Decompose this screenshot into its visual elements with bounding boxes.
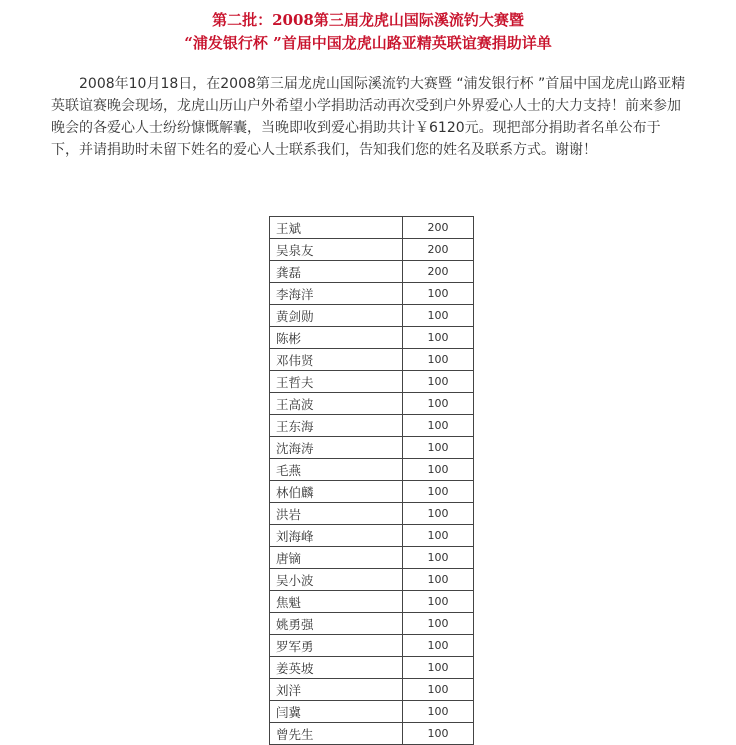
table-row: [270, 393, 474, 415]
table-row: [270, 569, 474, 591]
donation-amount: 200: [403, 239, 474, 261]
table-row: [270, 283, 474, 305]
table-row: [270, 679, 474, 701]
table-row: [270, 525, 474, 547]
donor-name: 刘洋: [270, 679, 403, 701]
donation-amount: 100: [403, 371, 474, 393]
donor-name: 姜英坡: [270, 657, 403, 679]
table-row: [270, 371, 474, 393]
donor-name: 闫冀: [270, 701, 403, 723]
donor-name: 焦魁: [270, 591, 403, 613]
donation-amount: 100: [403, 305, 474, 327]
donation-amount: 100: [403, 569, 474, 591]
donor-name: 黄剑勋: [270, 305, 403, 327]
donor-name: 姚勇强: [270, 613, 403, 635]
table-row: [270, 613, 474, 635]
donor-name: 吴泉友: [270, 239, 403, 261]
donor-name: 林伯麟: [270, 481, 403, 503]
donor-name: 龚磊: [270, 261, 403, 283]
donor-name: 陈彬: [270, 327, 403, 349]
donor-name: 罗军勇: [270, 635, 403, 657]
table-row: [270, 701, 474, 723]
donation-amount: 100: [403, 723, 474, 745]
table-row: [270, 657, 474, 679]
donation-amount: 100: [403, 327, 474, 349]
table-row: [270, 723, 474, 745]
table-row: [270, 261, 474, 283]
table-row: [270, 503, 474, 525]
donor-name: 沈海涛: [270, 437, 403, 459]
donation-amount: 100: [403, 591, 474, 613]
table-row: [270, 481, 474, 503]
donor-name: 王高波: [270, 393, 403, 415]
table-row: [270, 437, 474, 459]
donor-table: [269, 216, 474, 745]
donor-table-body: [270, 217, 474, 745]
page-title-line-1: 第二批：2008第三届龙虎山国际溪流钓大赛暨: [212, 11, 524, 29]
donation-amount: 100: [403, 503, 474, 525]
donation-amount: 100: [403, 613, 474, 635]
donor-name: 王东海: [270, 415, 403, 437]
donation-amount: 100: [403, 701, 474, 723]
donor-name: 邓伟贤: [270, 349, 403, 371]
donation-amount: 100: [403, 481, 474, 503]
donation-amount: 200: [403, 217, 474, 239]
donation-amount: 100: [403, 679, 474, 701]
donor-name: 吴小波: [270, 569, 403, 591]
donation-amount: 100: [403, 657, 474, 679]
table-row: [270, 415, 474, 437]
donation-amount: 100: [403, 283, 474, 305]
table-row: [270, 239, 474, 261]
donation-amount: 100: [403, 525, 474, 547]
table-row: [270, 635, 474, 657]
table-row: [270, 327, 474, 349]
table-row: [270, 305, 474, 327]
intro-text: 2008年10月18日，在2008第三届龙虎山国际溪流钓大赛暨 “浦发银行杯 ”首届中国龙虎山路亚精英联谊赛晚会现场，龙虎山历山户外希望小学捐助活动再次受到户外界爱心人士的大力支持！前来参加晚会的各爱心人士纷纷慷慨解囊，当晚即收到爱心捐助共计￥6120元。现把部分捐助者名单公布于下，并请捐助时未留下姓名的爱心人士联系我们，告知我们您的姓名及联系方式。谢谢！: [51, 76, 686, 158]
donation-amount: 200: [403, 261, 474, 283]
donor-name: 刘海峰: [270, 525, 403, 547]
page-title-line-2: “浦发银行杯 ”首届中国龙虎山路亚精英联谊赛捐助详单: [184, 34, 552, 52]
donor-name: 李海洋: [270, 283, 403, 305]
donation-amount: 100: [403, 349, 474, 371]
table-row: [270, 349, 474, 371]
table-row: [270, 591, 474, 613]
donation-amount: 100: [403, 635, 474, 657]
donation-amount: 100: [403, 547, 474, 569]
donor-name: 王斌: [270, 217, 403, 239]
table-row: [270, 217, 474, 239]
donor-name: 洪岩: [270, 503, 403, 525]
donation-amount: 100: [403, 393, 474, 415]
intro-paragraph: [51, 73, 686, 161]
donation-amount: 100: [403, 459, 474, 481]
donation-amount: 100: [403, 437, 474, 459]
donor-name: 王哲夫: [270, 371, 403, 393]
donor-name: 毛燕: [270, 459, 403, 481]
donor-name: 唐镝: [270, 547, 403, 569]
donor-name: 曾先生: [270, 723, 403, 745]
table-row: [270, 547, 474, 569]
table-row: [270, 459, 474, 481]
donation-amount: 100: [403, 415, 474, 437]
